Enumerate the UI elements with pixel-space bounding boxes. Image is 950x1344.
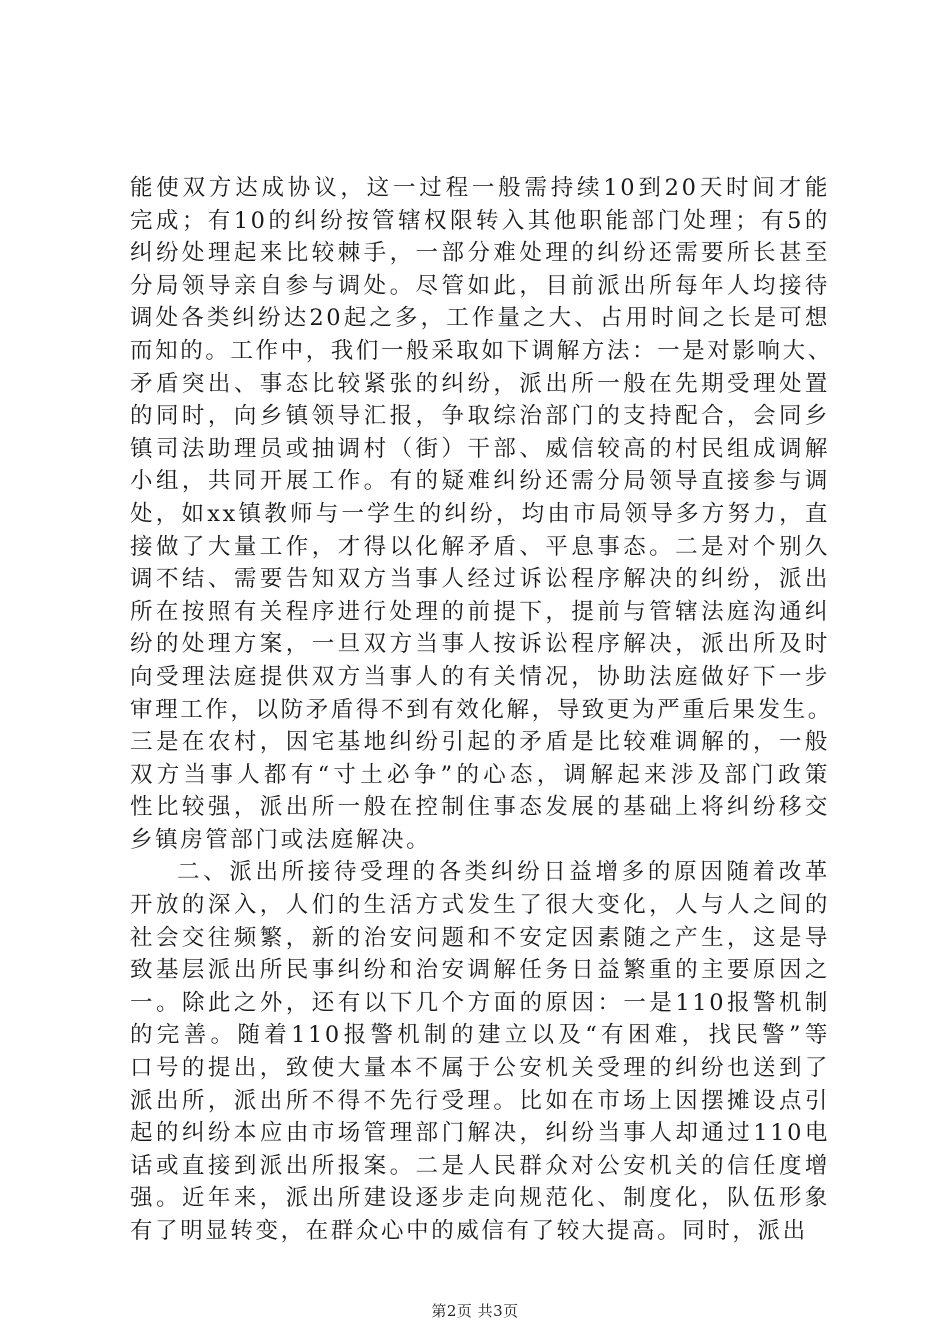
text-line: 分局领导亲自参与调处。尽管如此，目前派出所每年人均接待 bbox=[130, 272, 830, 299]
text-line: 调处各类纠纷达20起之多，工作量之大、占用时间之长是可想 bbox=[130, 305, 830, 332]
text-line: 接做了大量工作，才得以化解矛盾、平息事态。二是对个别久 bbox=[130, 533, 830, 560]
text-line: 乡镇房管部门或法庭解决。 bbox=[130, 826, 432, 853]
text-line: 社会交往频繁，新的治安问题和不安定因素随之产生，这是导 bbox=[130, 924, 830, 951]
text-line: 审理工作，以防矛盾得不到有效化解，导致更为严重后果发生。 bbox=[130, 696, 833, 723]
text-line: 致基层派出所民事纠纷和治安调解任务日益繁重的主要原因之 bbox=[130, 957, 830, 984]
text-line: 性比较强，派出所一般在控制住事态发展的基础上将纠纷移交 bbox=[130, 794, 830, 821]
text-line: 双方当事人都有“寸土必争”的心态，调解起来涉及部门政策 bbox=[130, 761, 830, 788]
text-line: 话或直接到派出所报案。二是人民群众对公安机关的信任度增 bbox=[130, 1152, 830, 1179]
text-line: 调不结、需要告知双方当事人经过诉讼程序解决的纠纷，派出 bbox=[130, 566, 830, 593]
text-line: 三是在农村，因宅基地纠纷引起的矛盾是比较难调解的，一般 bbox=[130, 729, 830, 756]
text-line: 派出所，派出所不得不先行受理。比如在市场上因摆摊设点引 bbox=[130, 1087, 830, 1114]
text-line: 纠纷处理起来比较棘手，一部分难处理的纠纷还需要所长甚至 bbox=[130, 240, 830, 267]
text-line: 开放的深入，人们的生活方式发生了很大变化，人与人之间的 bbox=[130, 892, 830, 919]
text-line: 强。近年来，派出所建设逐步走向规范化、制度化，队伍形象 bbox=[130, 1185, 830, 1212]
text-line: 完成；有10的纠纷按管辖权限转入其他职能部门处理；有5的 bbox=[130, 207, 830, 234]
text-line: 的同时，向乡镇领导汇报，争取综治部门的支持配合，会同乡 bbox=[130, 403, 830, 430]
text-line: 纷的处理方案，一旦双方当事人按诉讼程序解决，派出所及时 bbox=[130, 631, 830, 658]
text-line: 能使双方达成协议，这一过程一般需持续10到20天时间才能 bbox=[130, 175, 830, 201]
text-line: 小组，共同开展工作。有的疑难纠纷还需分局领导直接参与调 bbox=[130, 468, 830, 495]
text-line: 口号的提出，致使大量本不属于公安机关受理的纠纷也送到了 bbox=[130, 1055, 830, 1082]
text-line: 处，如xx镇教师与一学生的纠纷，均由市局领导多方努力，直 bbox=[130, 500, 830, 527]
text-line: 二、派出所接待受理的各类纠纷日益增多的原因随着改革 bbox=[177, 859, 830, 886]
text-line: 有了明显转变，在群众心中的威信有了较大提高。同时，派出 bbox=[130, 1218, 808, 1244]
text-line: 镇司法助理员或抽调村（街）干部、威信较高的村民组成调解 bbox=[130, 435, 830, 462]
page-footer: 第2页 共3页 bbox=[431, 1302, 519, 1320]
text-line: 矛盾突出、事态比较紧张的纠纷，派出所一般在先期受理处置 bbox=[130, 370, 830, 397]
text-line: 一。除此之外，还有以下几个方面的原因：一是110报警机制 bbox=[130, 989, 830, 1016]
text-line: 向受理法庭提供双方当事人的有关情况，协助法庭做好下一步 bbox=[130, 663, 830, 690]
body-text bbox=[130, 172, 833, 1248]
text-line: 的完善。随着110报警机制的建立以及“有困难，找民警”等 bbox=[130, 1022, 830, 1049]
text-line: 而知的。工作中，我们一般采取如下调解方法：一是对影响大、 bbox=[130, 337, 833, 364]
text-line: 起的纠纷本应由市场管理部门解决，纠纷当事人却通过110电 bbox=[130, 1120, 830, 1147]
text-line: 所在按照有关程序进行处理的前提下，提前与管辖法庭沟通纠 bbox=[130, 598, 830, 625]
